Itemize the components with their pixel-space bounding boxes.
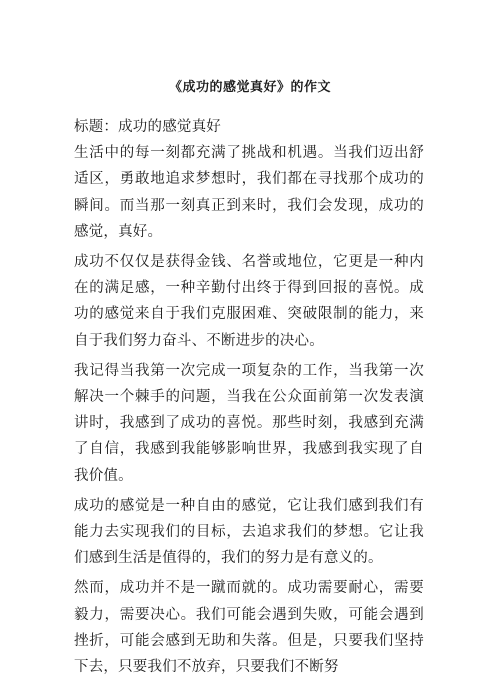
- essay-title: 《成功的感觉真好》的作文: [168, 80, 331, 95]
- essay-body: [74, 114, 424, 684]
- essay-paragraph: 成功的感觉是一种自由的感觉，它让我们感到我们有能力去实现我们的目标，去追求我们的梦想。它让我们感到生活是值得的，我们的努力是有意义的。: [74, 497, 424, 567]
- essay-subtitle: 标题：成功的感觉真好: [74, 119, 221, 135]
- essay-paragraph: 生活中的每一刻都充满了挑战和机遇。当我们迈出舒适区，勇敢地追求梦想时，我们都在寻找那个成功的瞬间。而当那一刻真正到来时，我们会发现，成功的感觉，真好。: [74, 145, 424, 240]
- essay-paragraph: 然而，成功并不是一蹴而就的。成功需要耐心，需要毅力，需要决心。我们可能会遇到失败，可能会遇到挫折，可能会感到无助和失落。但是，只要我们坚持下去，只要我们不放弃，只要我们不断努: [74, 580, 424, 676]
- essay-paragraph: 成功不仅仅是获得金钱、名誉或地位，它更是一种内在的满足感，一种辛勤付出终于得到回报的喜悦。成功的感觉来自于我们克服困难、突破限制的能力，来自于我们努力奋斗、不断进步的决心。: [74, 254, 424, 349]
- essay-paragraph: 我记得当我第一次完成一项复杂的工作，当我第一次解决一个棘手的问题，当我在公众面前第一次发表演讲时，我感到了成功的喜悦。那些时刻，我感到充满了自信，我感到我能够影响世界，我感到我实现了自我价值。: [74, 362, 424, 484]
